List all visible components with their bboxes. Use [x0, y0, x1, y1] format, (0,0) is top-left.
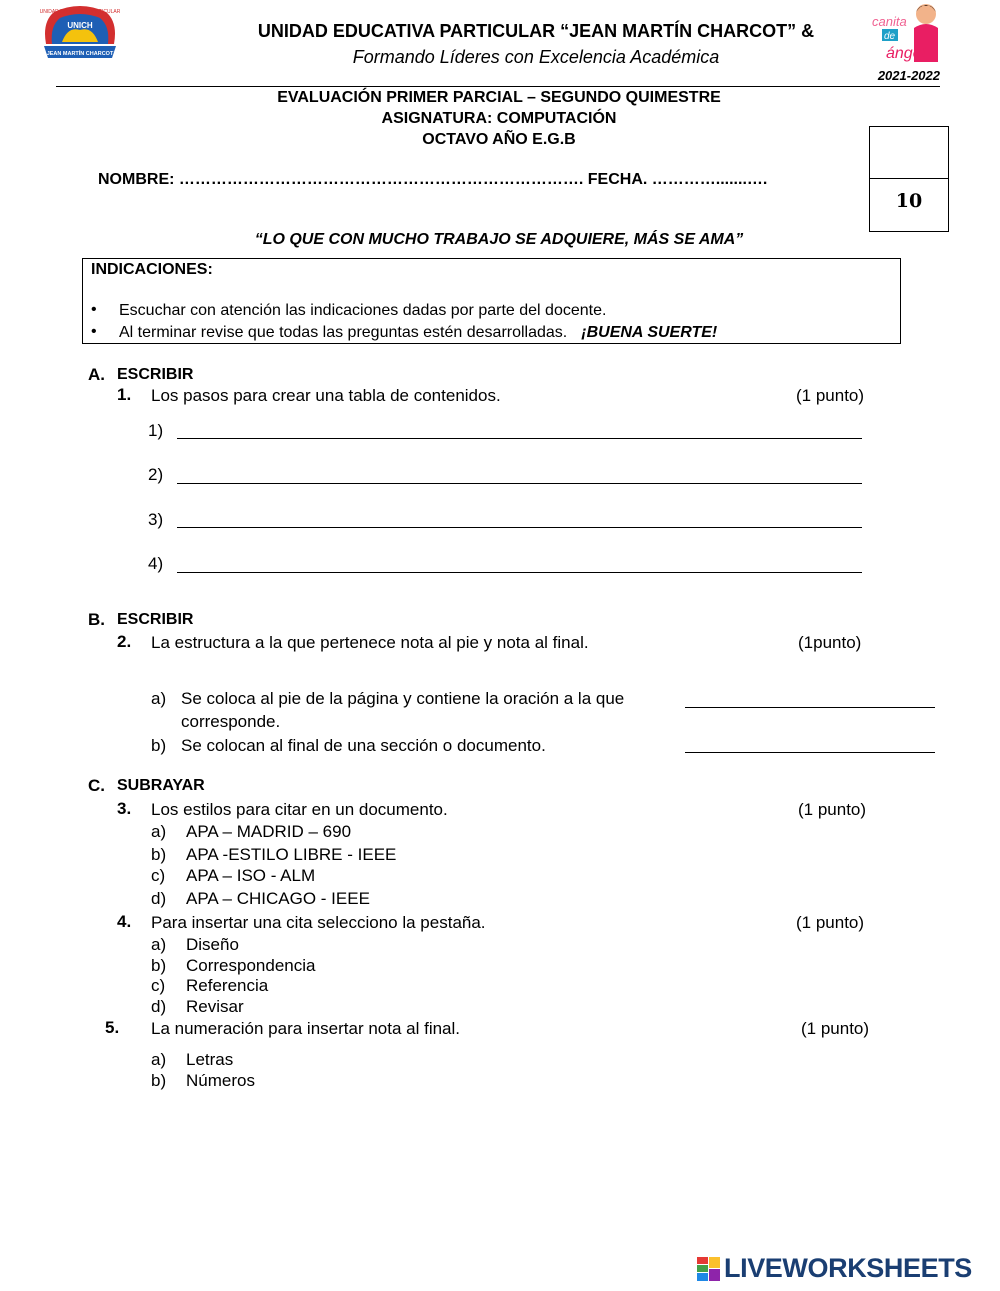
- score-value: 10: [895, 190, 923, 212]
- section-letter: A.: [88, 365, 105, 384]
- question-points: (1 punto): [798, 800, 867, 819]
- bullet-icon: •: [91, 301, 97, 318]
- answer-label: 4): [148, 554, 164, 573]
- school-logo-top-text: UNIDAD EDUCATIVA PARTICULAR: [40, 9, 120, 15]
- answer-label: 1): [148, 421, 164, 440]
- partner-logo-word2: de: [884, 31, 896, 42]
- option-text[interactable]: Referencia: [186, 976, 269, 995]
- exam-quote: “LO QUE CON MUCHO TRABAJO SE ADQUIERE, MÁS SE AMA”: [254, 231, 744, 248]
- option-text[interactable]: APA -ESTILO LIBRE - IEEE: [186, 845, 397, 864]
- instructions-title: INDICACIONES:: [91, 261, 213, 278]
- option-letter: c): [151, 976, 166, 995]
- school-motto: Formando Líderes con Excelencia Académica: [352, 47, 720, 67]
- item-text: Se coloca al pie de la página y contiene la oración a la que: [181, 689, 625, 708]
- answer-line[interactable]: [685, 752, 935, 753]
- item-letter: a): [151, 689, 167, 708]
- option-letter: a): [151, 935, 167, 954]
- section-letter: C.: [88, 776, 105, 795]
- question-number: 3.: [117, 799, 132, 818]
- option-letter: b): [151, 845, 167, 864]
- option-text[interactable]: Números: [186, 1071, 255, 1090]
- score-box: [869, 126, 949, 232]
- partner-logo-word3: ángel: [886, 45, 926, 62]
- partner-logo-word1: canita: [872, 14, 907, 29]
- section-title: ESCRIBIR: [117, 366, 194, 383]
- option-letter: a): [151, 1050, 167, 1069]
- option-text[interactable]: Correspondencia: [186, 956, 316, 975]
- option-letter: d): [151, 997, 167, 1016]
- bullet-icon: •: [91, 323, 97, 340]
- question-text: La estructura a la que pertenece nota al pie y nota al final.: [151, 633, 589, 652]
- option-letter: a): [151, 822, 167, 841]
- instruction-item: [119, 324, 717, 342]
- name-date-field[interactable]: NOMBRE: …………………………………………………………………. FECHA. ………….......….: [98, 171, 768, 188]
- question-text: Los pasos para crear una tabla de contenidos.: [151, 386, 501, 405]
- answer-label: 2): [148, 465, 164, 484]
- question-points: (1 punto): [796, 913, 865, 932]
- option-letter: b): [151, 956, 167, 975]
- instruction-text: Al terminar revise que todas las preguntas estén desarrolladas.: [119, 324, 568, 341]
- option-text[interactable]: APA – ISO - ALM: [186, 866, 316, 885]
- answer-line[interactable]: [177, 483, 862, 484]
- question-number: 2.: [117, 632, 132, 651]
- question-text: La numeración para insertar nota al final.: [151, 1019, 461, 1038]
- school-logo-mid-text: UNICH: [67, 21, 93, 30]
- question-number: 5.: [105, 1018, 120, 1037]
- answer-line[interactable]: [685, 707, 935, 708]
- liveworksheets-icon: [697, 1257, 721, 1286]
- school-logo-bottom-text: JEAN MARTÍN CHARCOT: [46, 51, 114, 57]
- question-text: Para insertar una cita selecciono la pestaña.: [151, 913, 486, 932]
- question-points: (1punto): [798, 633, 862, 652]
- option-letter: b): [151, 1071, 167, 1090]
- question-points: (1 punto): [801, 1019, 870, 1038]
- instruction-item: Escuchar con atención las indicaciones dadas por parte del docente.: [119, 302, 607, 319]
- header-divider: [56, 86, 940, 87]
- answer-line[interactable]: [177, 438, 862, 439]
- good-luck-text: ¡BUENA SUERTE!: [581, 324, 718, 341]
- option-text[interactable]: APA – MADRID – 690: [186, 822, 352, 841]
- item-text-continued: corresponde.: [181, 712, 281, 731]
- answer-line[interactable]: [177, 572, 862, 573]
- option-letter: d): [151, 889, 167, 908]
- exam-subject: ASIGNATURA: COMPUTACIÓN: [381, 110, 617, 127]
- question-number: 4.: [117, 912, 132, 931]
- item-letter: b): [151, 736, 167, 755]
- question-points: (1 punto): [796, 386, 865, 405]
- answer-line[interactable]: [177, 527, 862, 528]
- option-letter: c): [151, 866, 166, 885]
- section-title: SUBRAYAR: [117, 777, 205, 794]
- section-letter: B.: [88, 610, 105, 629]
- section-title: ESCRIBIR: [117, 611, 194, 628]
- exam-title: EVALUACIÓN PRIMER PARCIAL – SEGUNDO QUIMESTRE: [277, 89, 721, 106]
- question-text: Los estilos para citar en un documento.: [151, 800, 448, 819]
- score-divider: [869, 178, 949, 179]
- item-text: Se colocan al final de una sección o documento.: [181, 736, 546, 755]
- school-name: UNIDAD EDUCATIVA PARTICULAR “JEAN MARTÍN CHARCOT” &: [257, 21, 815, 41]
- option-text[interactable]: Revisar: [186, 997, 244, 1016]
- liveworksheets-brand: LIVEWORKSHEETS: [724, 1253, 972, 1283]
- school-year: 2021-2022: [877, 68, 940, 83]
- exam-grade: OCTAVO AÑO E.G.B: [422, 131, 576, 148]
- question-number: 1.: [117, 385, 132, 404]
- option-text[interactable]: Letras: [186, 1050, 234, 1069]
- option-text[interactable]: Diseño: [186, 935, 239, 954]
- answer-label: 3): [148, 510, 164, 529]
- option-text[interactable]: APA – CHICAGO - IEEE: [186, 889, 370, 908]
